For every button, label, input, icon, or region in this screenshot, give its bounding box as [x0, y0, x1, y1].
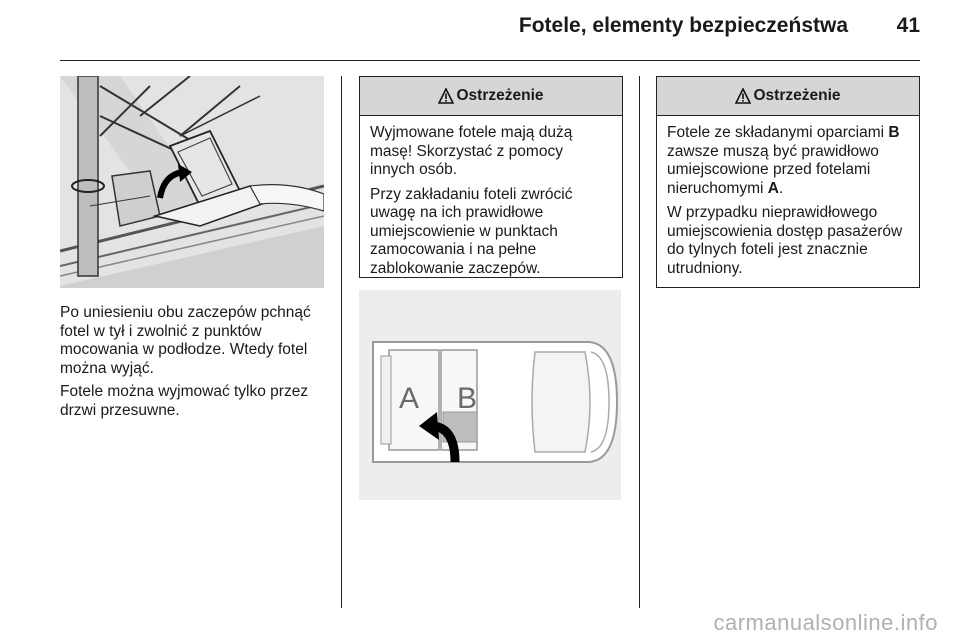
warning-triangle-icon: [438, 88, 454, 104]
warning-paragraph: W przypadku nieprawidłowego umiejscowienia dostęp pasażerów do tylnych foteli jest znacznie utrudniony.: [667, 204, 903, 277]
warning-paragraph: Fotele ze składanymi oparciami B zawsze muszą być prawidłowo umiejscowione przed fotelami nieruchomymi A.: [667, 124, 900, 197]
seat-label-a: A: [398, 382, 420, 415]
warning-triangle-icon: [735, 88, 751, 104]
warning-header: [657, 77, 919, 116]
warning-box-middle: [359, 76, 623, 278]
warning-title: Ostrzeżenie: [753, 87, 841, 104]
van-seat-diagram: [359, 290, 621, 500]
warning-title: Ostrzeżenie: [456, 87, 544, 104]
warning-body: [657, 116, 919, 290]
page-title: Fotele, elementy bezpieczeństwa: [518, 14, 848, 37]
page-number: 41: [896, 14, 920, 37]
seat-b-ref: B: [888, 124, 900, 141]
seat-a-ref: A: [767, 179, 779, 197]
warning-paragraph: Przy zakładaniu foteli zwrócić uwagę na ich prawidłowe umiejscowienie w punktach zamocowania i na pełne zablokowanie zaczepów.: [370, 185, 573, 277]
left-body-text: [60, 304, 335, 425]
warning-body: [360, 116, 622, 290]
seat-latch-illustration: [60, 76, 324, 288]
warning-box-right: [656, 76, 920, 288]
header-rule: [60, 60, 920, 61]
warning-header: [360, 77, 622, 116]
seat-label-b: B: [456, 382, 478, 415]
paragraph: Po uniesieniu obu zaczepów pchnąć fotel w tył i zwolnić z punktów mocowania w podłodze. Wtedy fotel można wyjąć.: [60, 304, 311, 377]
column-divider-left: [341, 76, 342, 608]
watermark: carmanualsonline.info: [713, 610, 938, 635]
warning-paragraph: Wyjmowane fotele mają dużą masę! Skorzystać z pomocy innych osób.: [370, 124, 573, 178]
paragraph: Fotele można wyjmować tylko przez drzwi przesuwne.: [60, 383, 309, 419]
column-divider-right: [639, 76, 640, 608]
